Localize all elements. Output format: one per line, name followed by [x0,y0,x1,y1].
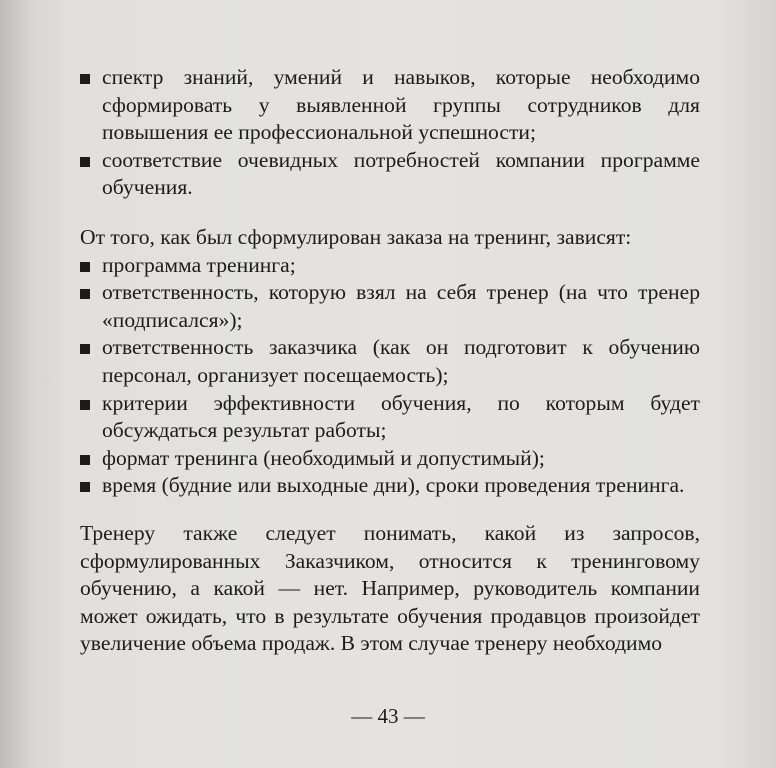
square-bullet-icon [80,157,90,167]
square-bullet-icon [80,344,90,354]
square-bullet-icon [80,262,90,272]
bullet-list-goals [80,64,700,202]
list-item: спектр знаний, умений и навыков, которые необходимо сформировать у выявленной группы сотрудников для повышения ее профессиональной успешности; [80,64,700,147]
bullet-list-dependencies [80,252,700,500]
body-paragraph: Тренеру также следует понимать, какой из запросов, сформулированных Заказчиком, относится к тренинговому обучению, а какой — нет. Например, руководитель компании может ожидать, что в результате обучения продавцов произойдет увеличение объема продаж. В этом случае тренеру необходимо [80,520,700,656]
list-item: программа тренинга; [80,252,700,280]
list-item: критерии эффективности обучения, по которым будет обсуждаться результат работы; [80,390,700,445]
square-bullet-icon [80,455,90,465]
page-text [80,64,700,658]
square-bullet-icon [80,74,90,84]
list-item: формат тренинга (необходимый и допустимый); [80,445,700,473]
square-bullet-icon [80,400,90,410]
list-item: время (будние или выходные дни), сроки проведения тренинга. [80,472,700,500]
square-bullet-icon [80,289,90,299]
intro-sentence: От того, как был сформулирован заказа на тренинг, зависят: [80,224,632,249]
list-item: ответственность заказчика (как он подготовит к обучению персонал, организует посещаемость); [80,334,700,389]
square-bullet-icon [80,482,90,492]
page-number: — 43 — [351,704,425,728]
list-item: соответствие очевидных потребностей компании программе обучения. [80,147,700,202]
list-item: ответственность, которую взял на себя тренер (на что тренер «подписался»); [80,279,700,334]
